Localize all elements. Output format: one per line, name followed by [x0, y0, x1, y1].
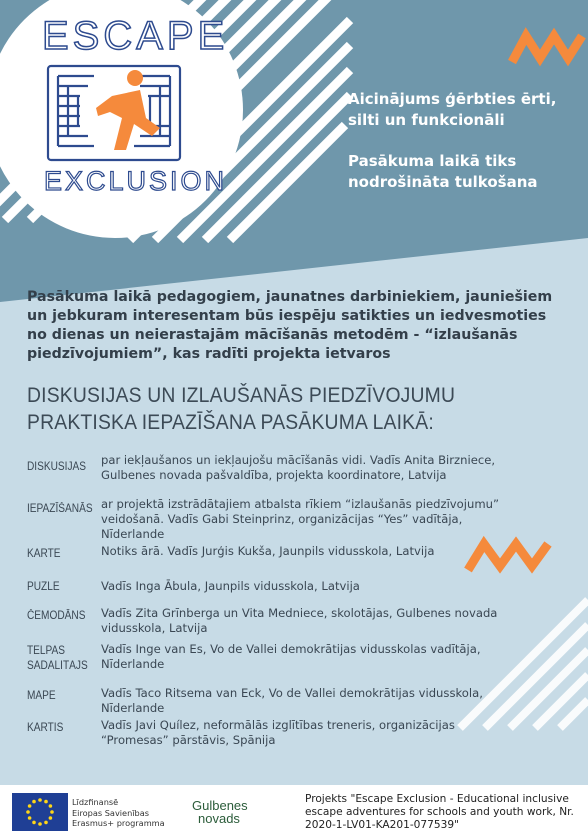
- logo-escape-text: ESCAPE: [42, 14, 229, 58]
- activity-label: TELPAS: [27, 645, 66, 657]
- eu-line-1: Līdzfinansē: [72, 797, 119, 807]
- translation-note: Pasākuma laikā tiks nodrošināta tulkošana: [348, 152, 538, 191]
- activity-description: Notiks ārā. Vadīs Jurģis Kukša, Jaunpils vidusskola, Latvija: [101, 544, 435, 558]
- activity-label: DISKUSIJAS: [27, 461, 87, 473]
- heading-line-2: PRAKTISKA IEPAZĪŠANA PASĀKUMA LAIKĀ:: [27, 410, 434, 434]
- activity-label: PUZLE: [27, 581, 60, 593]
- activity-description: Vadīs Inga Ābula, Jaunpils vidusskola, Latvija: [101, 579, 360, 593]
- dress-note: Aicinājums ģērbties ērti, silti un funkcionāli: [348, 90, 557, 129]
- gulbenes-logo: [192, 799, 248, 825]
- section-heading: [27, 382, 455, 436]
- eu-cofunding-text: [72, 797, 165, 829]
- activity-description: Vadīs Javi Quílez, neformālās izglītības treneris, organizācijas “Promesas” pārstāvis, Spānija: [101, 718, 455, 747]
- eu-line-3: Erasmus+ programma: [72, 818, 165, 828]
- intro-paragraph: Pasākuma laikā pedagogiem, jaunatnes darbiniekiem, jauniešiem un jebkuram interesentam būs iespēju satikties un iedvesmoties no dienas un neierastajām mācīšanās metodēm - “izlaušanās piedzīvojumiem”, kas radīti projekta ietvaros: [27, 289, 553, 362]
- activity-label: IEPAZĪŠANĀS: [27, 503, 93, 515]
- activity-description: Vadīs Taco Ritsema van Eck, Vo de Vallei demokrātijas vidusskola, Nīderlande: [101, 686, 483, 715]
- activity-description: Vadīs Inge van Es, Vo de Vallei demokrātijas vidusskolas vadītāja, Nīderlande: [101, 642, 481, 671]
- heading-line-1: DISKUSIJAS UN IZLAUŠANĀS PIEDZĪVOJUMU: [27, 383, 456, 407]
- activity-label: MAPE: [27, 690, 56, 702]
- activity-label: KARTE: [27, 548, 61, 560]
- activity-description: par iekļaušanos un iekļaujošu mācīšanās vidi. Vadīs Anita Birzniece, Gulbenes novada pašvaldība, projekta koordinatore, Latvija: [101, 453, 496, 482]
- activity-label: KĀRTIS: [27, 722, 64, 734]
- activity-label: ČEMODĀNS: [27, 610, 86, 622]
- activity-description: ar projektā izstrādātajiem atbalsta rīkiem “izlaušanās piedzīvojumu” veidošanā. Vadīs Gabi Steinprinz, organizācijas “Yes” vadītāja, Nīderlande: [101, 497, 499, 541]
- eu-flag-icon: [12, 793, 68, 831]
- project-info: Projekts "Escape Exclusion - Educational inclusive escape adventures for schools and youth work, Nr. 2020-1-LV01-KA201-077539": [305, 793, 574, 831]
- activity-description: Vadīs Zita Grīnberga un Vita Medniece, skolotājas, Gulbenes novada vidusskola, Latvija: [101, 606, 498, 635]
- municipality-line-2: novads: [198, 811, 240, 826]
- logo-exclusion-text: EXCLUSION: [44, 166, 228, 196]
- eu-line-2: Eiropas Savienības: [72, 807, 150, 818]
- activity-label-line-2: SADALĪTĀJS: [27, 660, 88, 672]
- municipality-line-1: Gulbenes: [192, 798, 248, 813]
- invitation-block: [348, 89, 583, 213]
